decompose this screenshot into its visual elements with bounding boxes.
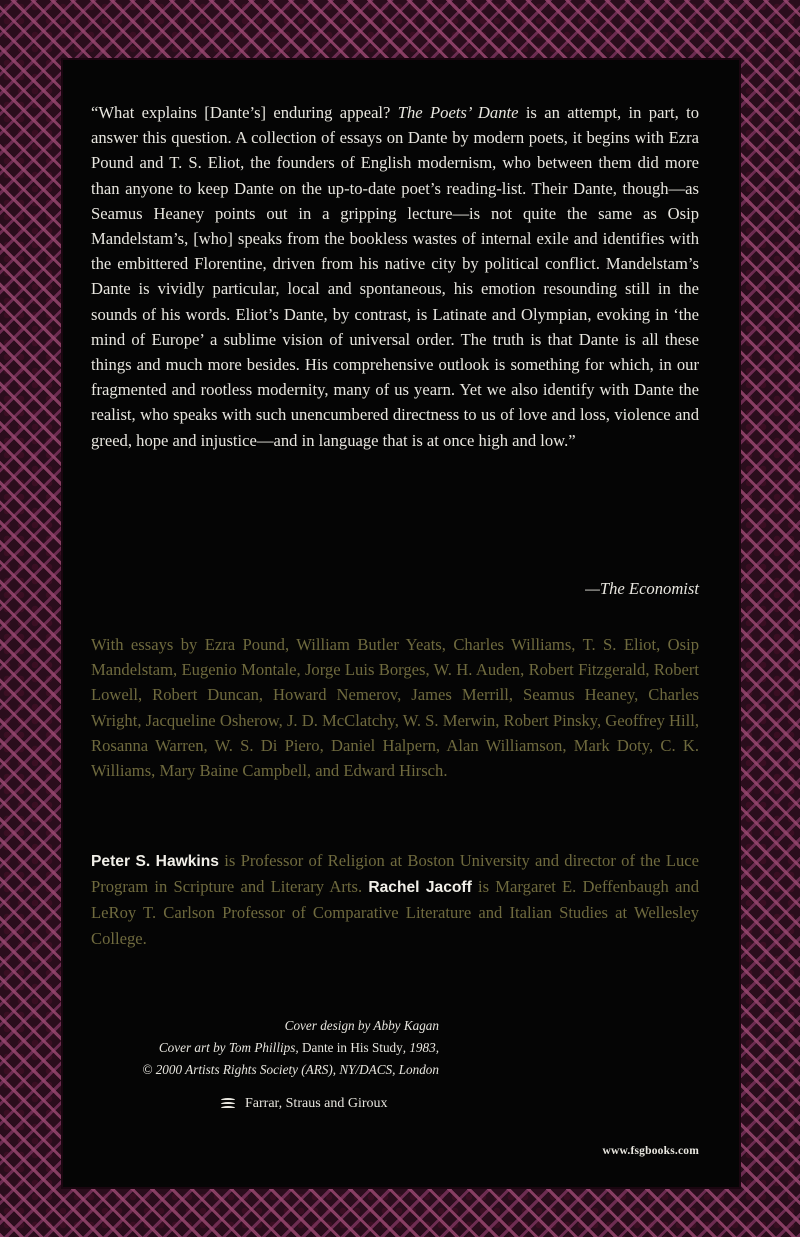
publisher-line <box>221 1096 388 1112</box>
cover-design-credit: Cover design by Abby Kagan <box>284 1018 439 1033</box>
publisher-fish-logo-icon <box>221 1098 235 1110</box>
quote-body: is an attempt, in part, to answer this question. A collection of essays on Dante by modern poets, it begins with Ezra Pound and T. S. Eliot, the founders of English modernism, who between them did more than anyone to keep Dante on the up-to-date poet’s reading-list. Their Dante, though—as Seamus Heaney points out in a gripping lecture—is not quite the same as Osip Mandelstam’s, [who] speaks from the bookless wastes of internal exile and identifies with the embittered Florentine, driven from his native city by political conflict. Mandelstam’s Dante is vividly particular, local and spontaneous, his emotion resounding still in the sounds of his words. Eliot’s Dante, by contrast, is Latinate and Olympian, evoking in ‘the mind of Europe’ a sublime vision of universal order. The truth is that Dante is all these things and much more besides. His comprehensive outlook is something for which, in our fragmented and rootless modernity, many of us yearn. Yet we also identify with Dante the realist, who speaks with such unencumbered directness to us of love and loss, violence and greed, hope and injustice—and in language that is at once high and low.” <box>91 103 699 450</box>
cover-credits <box>142 1015 439 1081</box>
quote-opening: “What explains [Dante’s] enduring appeal? <box>91 103 398 122</box>
copyright-line: © 2000 Artists Rights Society (ARS), NY/DACS, London <box>142 1062 439 1077</box>
editor-bio-1: is Professor of Religion at Boston University and director of the Luce Program in Scripture and Literary Arts. <box>91 851 699 897</box>
book-title: The Poets’ Dante <box>397 103 519 122</box>
publisher-website[interactable]: www.fsgbooks.com <box>602 1145 699 1157</box>
contributors-list: With essays by Ezra Pound, William Butler Yeats, Charles Williams, T. S. Eliot, Osip Mandelstam, Eugenio Montale, Jorge Luis Borges, W. H. Auden, Robert Fitzgerald, Robert Lowell, Robert Duncan, Howard Nemerov, James Merrill, Seamus Heaney, Charles Wright, Jacqueline Osherow, J. D. McClatchy, W. S. Merwin, Robert Pinsky, Geoffrey Hill, Rosanna Warren, W. S. Di Piero, Daniel Halpern, Alan Williamson, Mark Doty, C. K. Williams, Mary Baine Campbell, and Edward Hirsch. <box>91 635 699 781</box>
publisher-name: Farrar, Straus and Giroux <box>245 1096 388 1111</box>
editor-name-1: Peter S. Hawkins <box>91 853 219 870</box>
editors-bio <box>91 848 699 951</box>
quote-attribution: —The Economist <box>585 579 699 598</box>
editor-name-2: Rachel Jacoff <box>368 879 472 897</box>
cover-art-credit: Cover art by Tom Phillips, Dante in His Study, 1983, <box>158 1040 439 1055</box>
editor-bio-2: is Margaret E. Deffenbaugh and LeRoy T. Carlson Professor of Comparative Literature and Italian Studies at Wellesley College. <box>91 877 699 948</box>
review-quote <box>91 100 699 453</box>
back-cover-panel <box>63 60 739 1187</box>
